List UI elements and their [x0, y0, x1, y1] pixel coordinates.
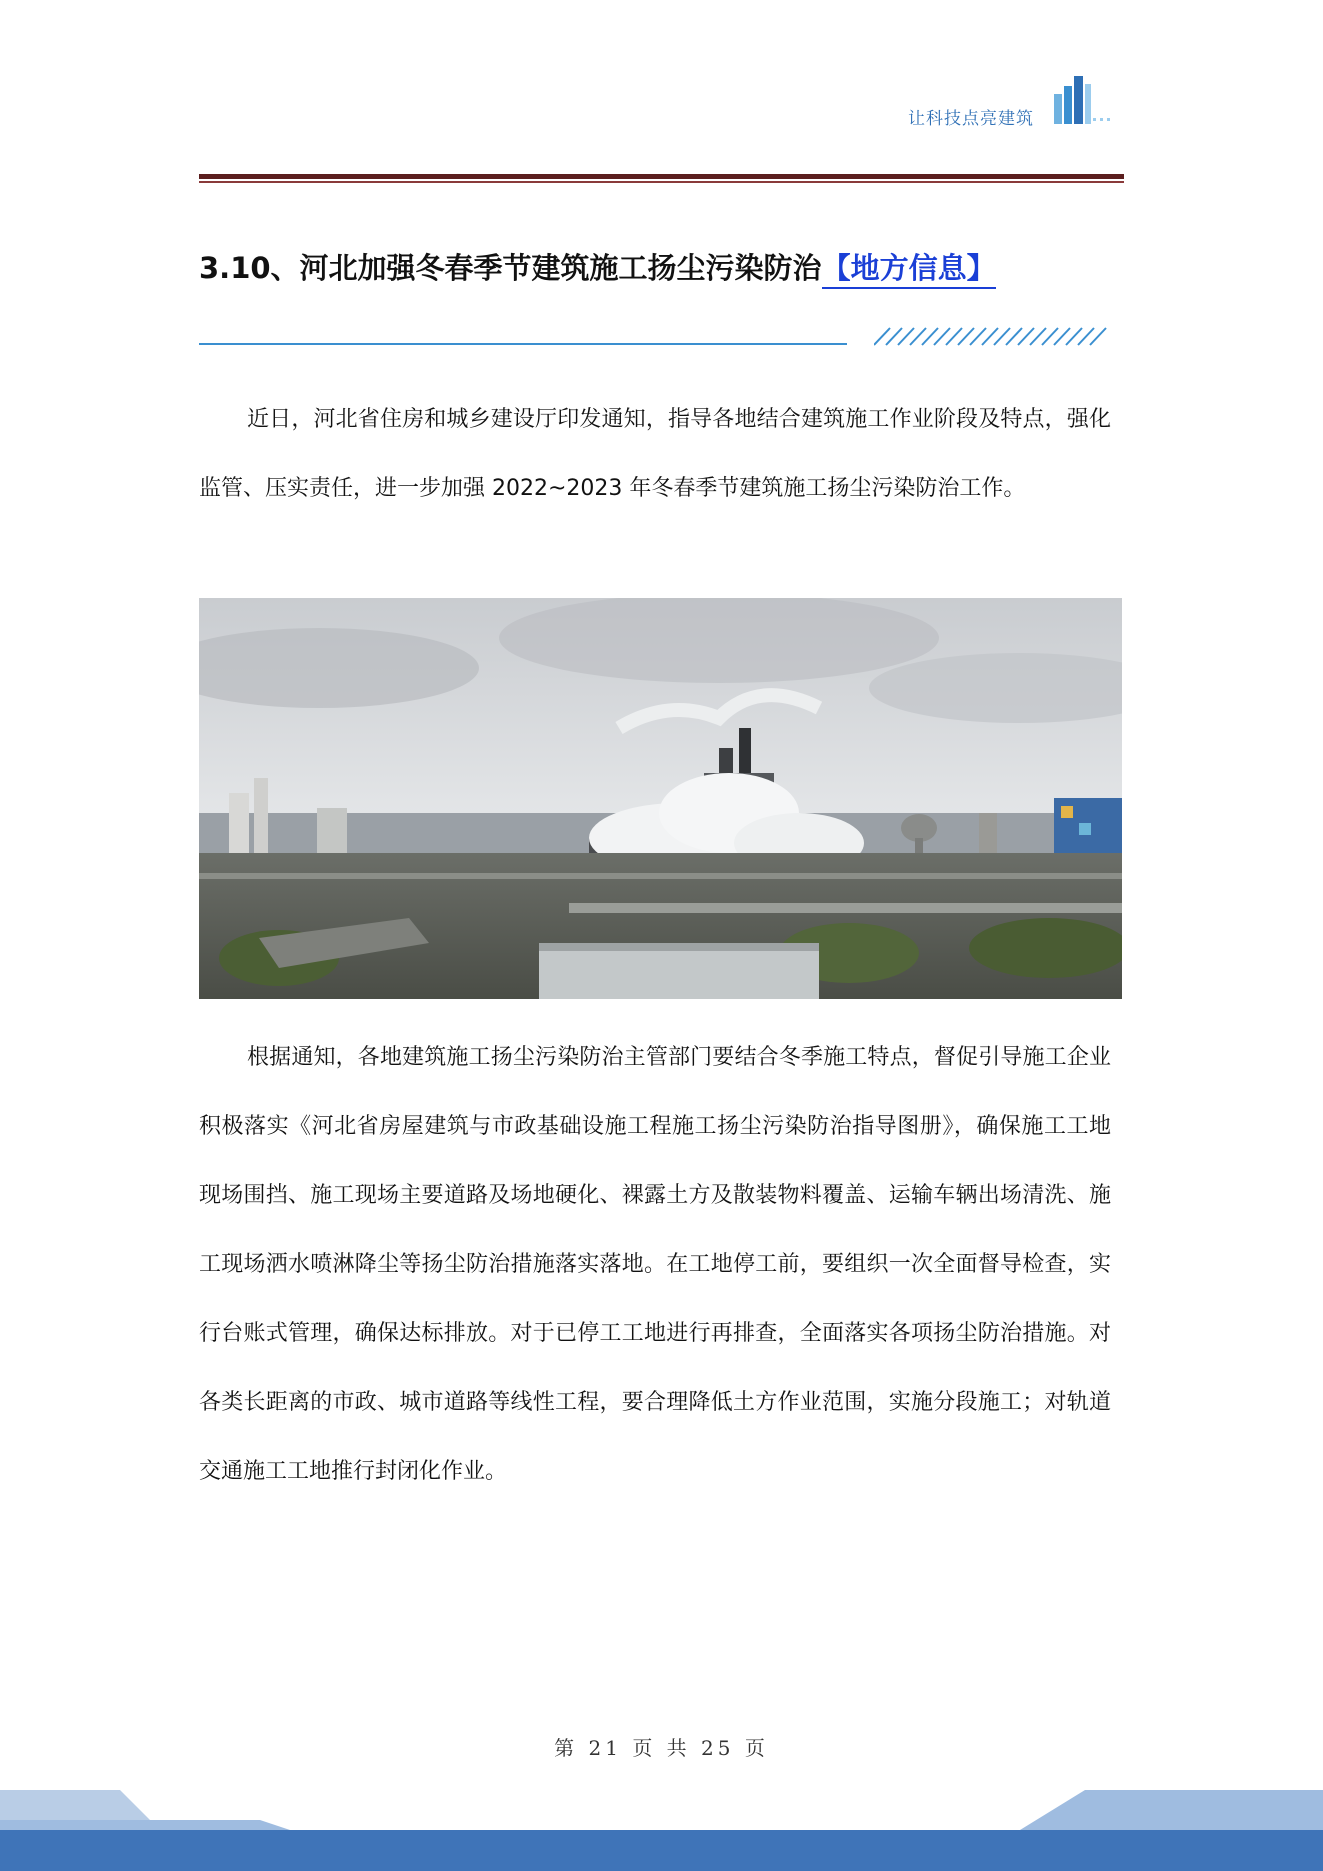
header-slogan: 让科技点亮建筑	[908, 109, 1034, 129]
building-logo-icon	[1050, 72, 1116, 128]
page-number: 第 21 页 共 25 页	[554, 1736, 769, 1760]
section-title	[199, 248, 1099, 288]
title-underline	[199, 343, 847, 345]
section-tag-link[interactable]: 【地方信息】	[822, 251, 996, 289]
section-title-text: 3.10、河北加强冬春季节建筑施工扬尘污染防治	[199, 251, 822, 285]
header-rule-thin	[199, 181, 1124, 183]
paragraph-details: 根据通知，各地建筑施工扬尘污染防治主管部门要结合冬季施工特点，督促引导施工企业积极落实《河北省房屋建筑与市政基础设施工程施工扬尘污染防治指导图册》，确保施工工地现场围挡、施工现场主要道路及场地硬化、裸露土方及散装物料覆盖、运输车辆出场清洗、施工现场洒水喷淋降尘等扬尘防治措施落实落地。在工地停工前，要组织一次全面督导检查，实行台账式管理，确保达标排放。对于已停工工地进行再排查，全面落实各项扬尘防治措施。对各类长距离的市政、城市道路等线性工程，要合理降低土方作业范围，实施分段施工；对轨道交通施工工地推行封闭化作业。	[199, 1045, 1111, 1484]
hatch-decoration	[874, 326, 1114, 346]
industrial-plant-photo	[199, 598, 1122, 999]
paragraph-intro: 近日，河北省住房和城乡建设厅印发通知，指导各地结合建筑施工作业阶段及特点，强化监管、压实责任，进一步加强 2022~2023 年冬春季节建筑施工扬尘污染防治工作。	[199, 407, 1111, 501]
footer-band	[0, 1780, 1323, 1871]
header-rule	[199, 174, 1124, 179]
